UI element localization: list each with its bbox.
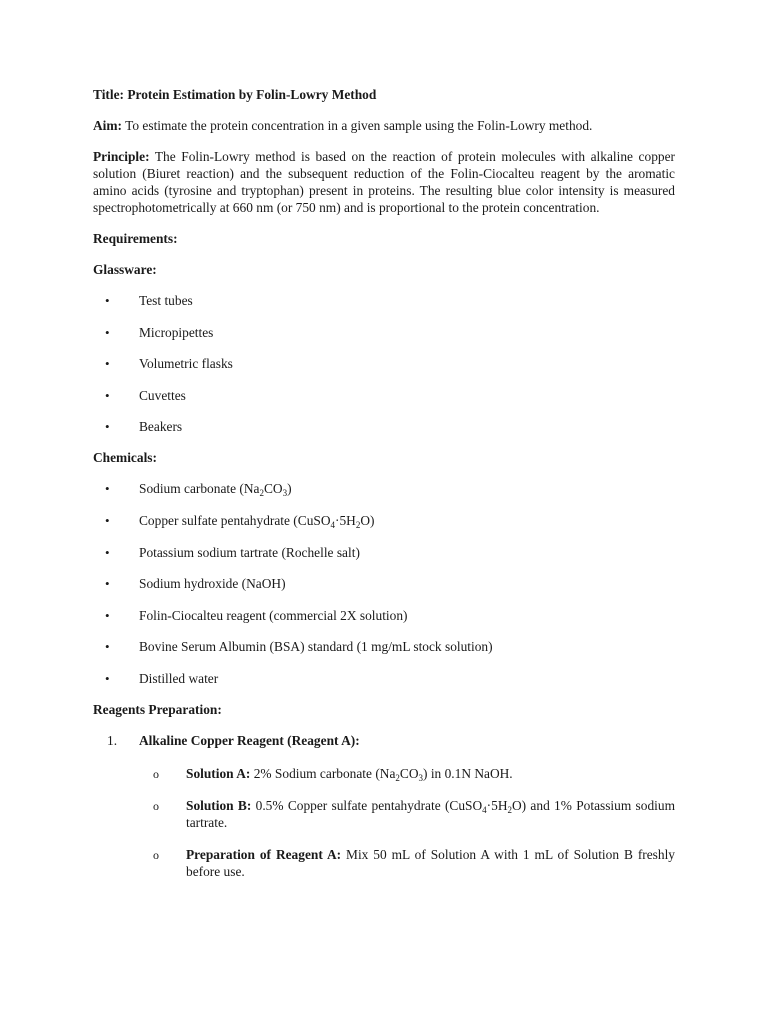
list-item-text: Potassium sodium tartrate (Rochelle salt) — [139, 544, 360, 560]
aim-paragraph — [93, 117, 675, 134]
list-item-text: Micropipettes — [139, 324, 214, 340]
subscript: 2 — [507, 804, 512, 815]
solution-a-text: 2% Sodium carbonate (Na — [250, 765, 396, 781]
list-item-text: Cuvettes — [139, 387, 186, 403]
bullet-icon: • — [105, 639, 110, 655]
list-item — [93, 670, 675, 687]
aim-label: Aim: — [93, 118, 123, 133]
list-item-text — [139, 481, 292, 499]
preparation-label: Preparation of Reagent A: — [186, 846, 342, 862]
list-item — [93, 480, 675, 497]
chem-text: Sodium carbonate (Na — [139, 481, 260, 497]
subscript: 2 — [355, 519, 361, 530]
preparation-text: Mix 50 mL of Solution A with 1 mL of Solution B freshly before use. — [186, 846, 676, 879]
bullet-icon: • — [105, 481, 110, 497]
list-item — [93, 324, 675, 341]
chem-text: ) — [287, 481, 292, 497]
list-item-text: Bovine Serum Albumin (BSA) standard (1 mg/mL stock solution) — [139, 639, 493, 655]
solution-b-text: ·5H — [486, 797, 508, 813]
bullet-icon: • — [105, 512, 110, 528]
subscript: 3 — [418, 772, 424, 783]
requirements-heading: Requirements: — [93, 231, 178, 246]
circle-bullet-icon: o — [153, 847, 159, 862]
circle-bullet-icon: o — [153, 766, 159, 781]
bullet-icon: • — [105, 576, 110, 592]
subscript: 4 — [482, 804, 487, 815]
subscript: 2 — [395, 772, 400, 783]
glassware-heading: Glassware: — [93, 262, 157, 277]
solution-a-label: Solution A: — [186, 765, 251, 781]
subscript: 4 — [330, 519, 336, 530]
solution-a-text: ) in 0.1N NaOH. — [423, 765, 513, 781]
list-item — [93, 544, 675, 561]
list-item-text: Test tubes — [139, 293, 193, 308]
list-item — [93, 638, 675, 655]
bullet-icon: • — [105, 607, 110, 623]
list-item-text: Beakers — [139, 419, 183, 435]
reagents-heading: Reagents Preparation: — [93, 701, 222, 717]
document-title — [93, 86, 675, 103]
chemicals-list — [93, 480, 675, 687]
list-item — [93, 418, 675, 435]
bullet-icon: • — [105, 356, 110, 372]
reagent-a-sublist — [139, 765, 675, 880]
list-item — [139, 846, 675, 880]
title-label: Title: — [93, 87, 124, 102]
bullet-icon: • — [105, 324, 110, 340]
list-item — [139, 797, 675, 831]
title-text: Protein Estimation by Folin-Lowry Method — [127, 87, 377, 102]
list-item-text: Folin-Ciocalteu reagent (commercial 2X solution) — [139, 607, 408, 623]
principle-paragraph — [93, 148, 675, 216]
list-item — [93, 607, 675, 624]
solution-b-text: 0.5% Copper sulfate pentahydrate (CuSO — [251, 797, 483, 813]
solution-b-text: O) and 1% Potassium sodium tartrate. — [186, 797, 675, 830]
list-item — [93, 292, 675, 309]
list-item — [139, 765, 675, 782]
list-item-text — [139, 513, 374, 528]
aim-text: To estimate the protein concentration in a given sample using the Folin-Lowry method. — [122, 118, 593, 133]
document-page — [93, 86, 675, 895]
reagent-a-title: Alkaline Copper Reagent (Reagent A): — [139, 732, 360, 748]
bullet-icon: • — [105, 670, 110, 686]
bullet-icon: • — [105, 419, 110, 435]
bullet-icon: • — [105, 293, 110, 308]
chem-text: ·5H — [335, 512, 356, 528]
solution-a-text: CO — [399, 765, 419, 781]
list-item-text: Distilled water — [139, 670, 219, 686]
list-item-text: Sodium hydroxide (NaOH) — [139, 576, 286, 592]
reagents-list — [93, 732, 675, 880]
circle-bullet-icon: o — [153, 798, 159, 813]
subscript: 3 — [282, 488, 288, 499]
solution-b-label: Solution B: — [186, 797, 252, 813]
principle-text: The Folin-Lowry method is based on the reaction of protein molecules with alkaline copper solution (Biuret reaction) and the subsequent reduction of the Folin-Ciocalteu reagent by the aromatic amino acids (tyrosine and tryptophan) present in proteins. The resulting blue color intensity is measured spectrophotometrically at 660 nm (or 750 nm) and is proportional to the protein concentration. — [93, 149, 675, 215]
chemicals-heading: Chemicals: — [93, 450, 157, 466]
list-item — [93, 355, 675, 372]
bullet-icon: • — [105, 387, 110, 403]
chem-text: CO — [263, 481, 283, 497]
bullet-icon: • — [105, 544, 110, 560]
list-item — [93, 575, 675, 592]
subscript: 2 — [259, 488, 264, 499]
chem-text: O) — [360, 512, 375, 528]
list-item — [93, 732, 675, 880]
principle-label: Principle: — [93, 149, 150, 164]
chem-text: Copper sulfate pentahydrate (CuSO — [139, 512, 331, 528]
list-number: 1. — [107, 732, 118, 748]
list-item — [93, 512, 675, 529]
glassware-list — [93, 292, 675, 435]
list-item-text: Volumetric flasks — [139, 356, 233, 372]
list-item — [93, 387, 675, 404]
